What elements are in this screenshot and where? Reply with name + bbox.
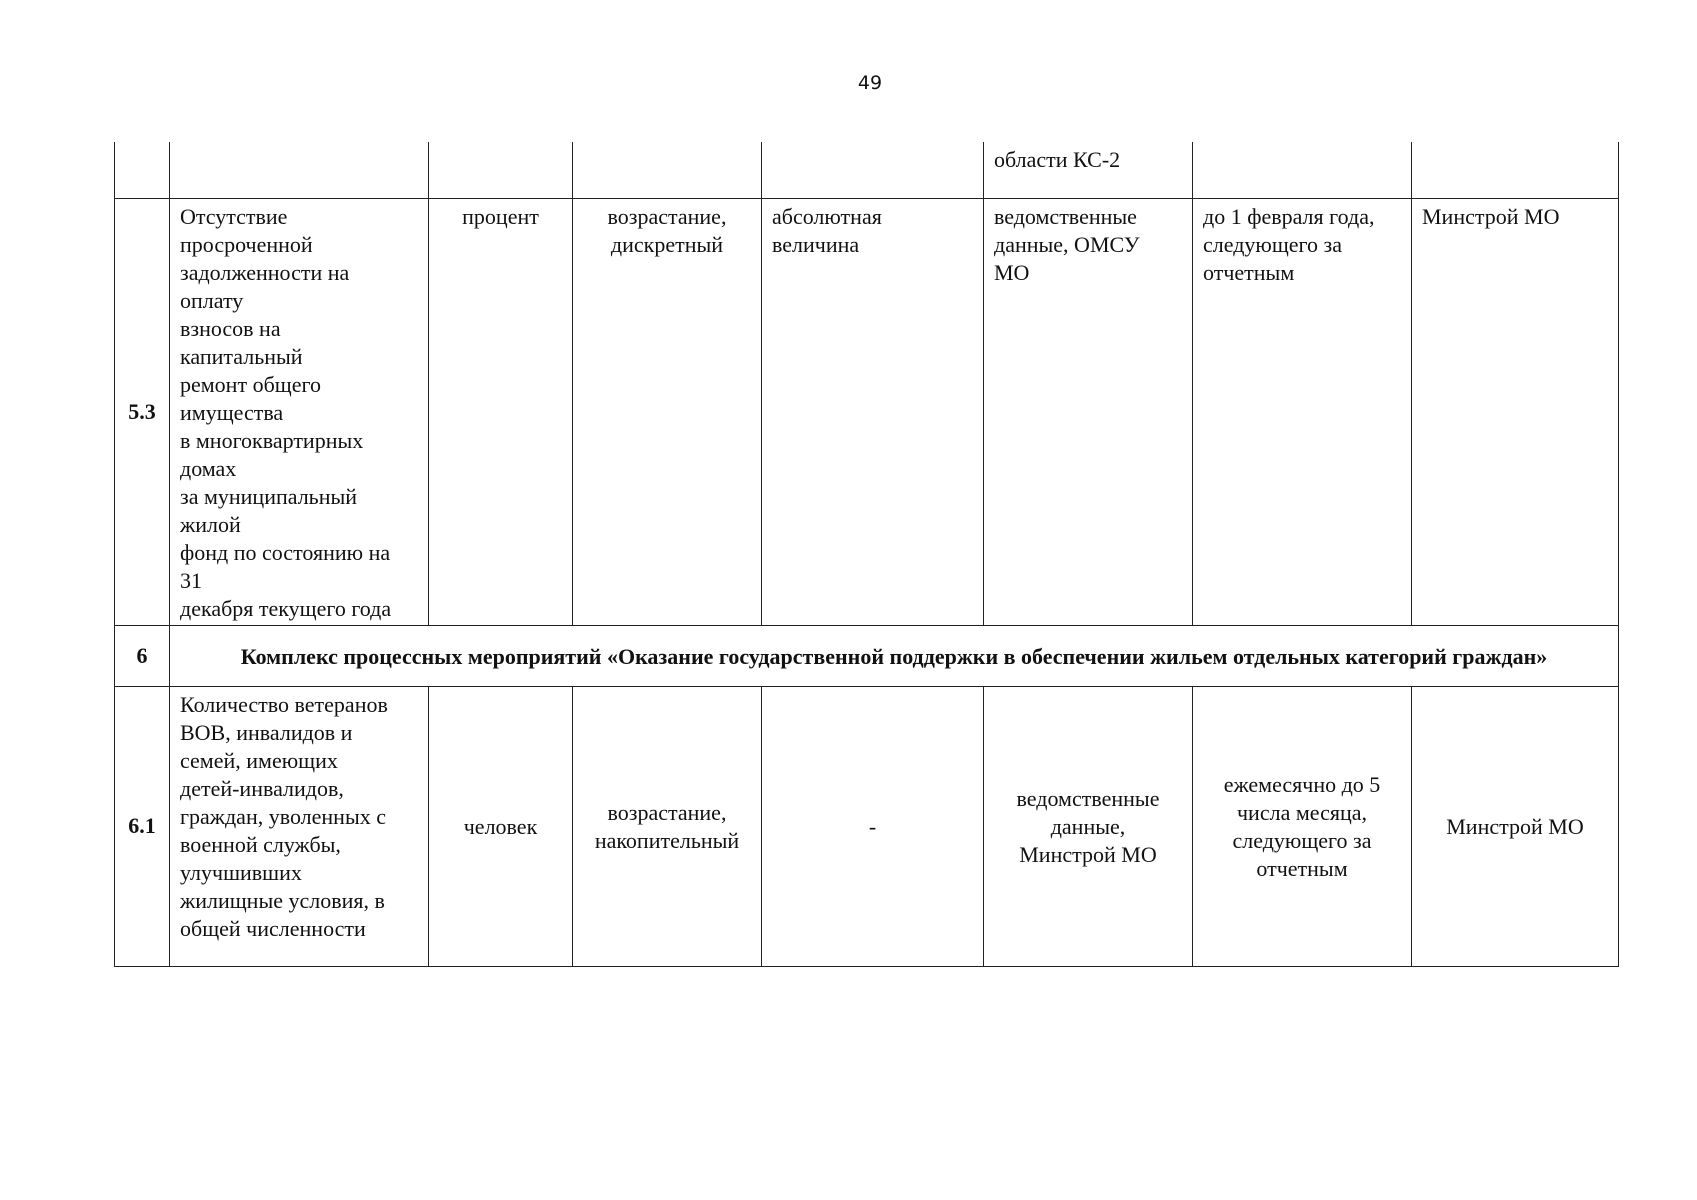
indicator-name-cell: Количество ветеранов ВОВ, инвалидов и семей, имеющих детей-инвалидов, граждан, уволенных с военной службы, улучшивших жилищные условия, в общей численности [170, 686, 429, 966]
dynamics-cell: возрастание, накопительный [573, 686, 762, 966]
section-title: Комплекс процессных мероприятий «Оказание государственной поддержки в обеспечении жильем отдельных категорий граждан» [170, 625, 1619, 686]
calculation-method-cell: - [762, 686, 984, 966]
row-number: 6 [115, 625, 170, 686]
data-source-cell: ведомственные данные, ОМСУ МО [984, 198, 1193, 625]
responsible-cell [1412, 142, 1619, 198]
table-row [115, 198, 1619, 625]
page-number: 49 [857, 72, 883, 94]
calculation-method-cell [762, 142, 984, 198]
indicator-name-cell [170, 142, 429, 198]
row-number: 6.1 [115, 686, 170, 966]
unit-cell [429, 142, 573, 198]
dynamics-cell [573, 142, 762, 198]
dynamics-cell: возрастание, дискретный [573, 198, 762, 625]
deadline-cell: ежемесячно до 5 числа месяца, следующего за отчетным [1193, 686, 1412, 966]
row-number [115, 142, 170, 198]
unit-cell: процент [429, 198, 573, 625]
calculation-method-cell: абсолютная величина [762, 198, 984, 625]
unit-cell: человек [429, 686, 573, 966]
responsible-cell: Минстрой МО [1412, 198, 1619, 625]
data-source-cell: ведомственные данные, Минстрой МО [984, 686, 1193, 966]
table-row [115, 142, 1619, 198]
section-row [115, 625, 1619, 686]
data-source-cell: области КС-2 [984, 142, 1193, 198]
responsible-cell: Минстрой МО [1412, 686, 1619, 966]
table-row [115, 686, 1619, 966]
deadline-cell [1193, 142, 1412, 198]
deadline-cell: до 1 февраля года, следующего за отчетным [1193, 198, 1412, 625]
row-number: 5.3 [115, 198, 170, 625]
indicator-name-cell: Отсутствие просроченной задолженности на оплату взносов на капитальный ремонт общего имущества в многоквартирных домах за муниципальный жилой фонд по состоянию на 31 декабря текущего года [170, 198, 429, 625]
indicators-table [114, 142, 1619, 967]
